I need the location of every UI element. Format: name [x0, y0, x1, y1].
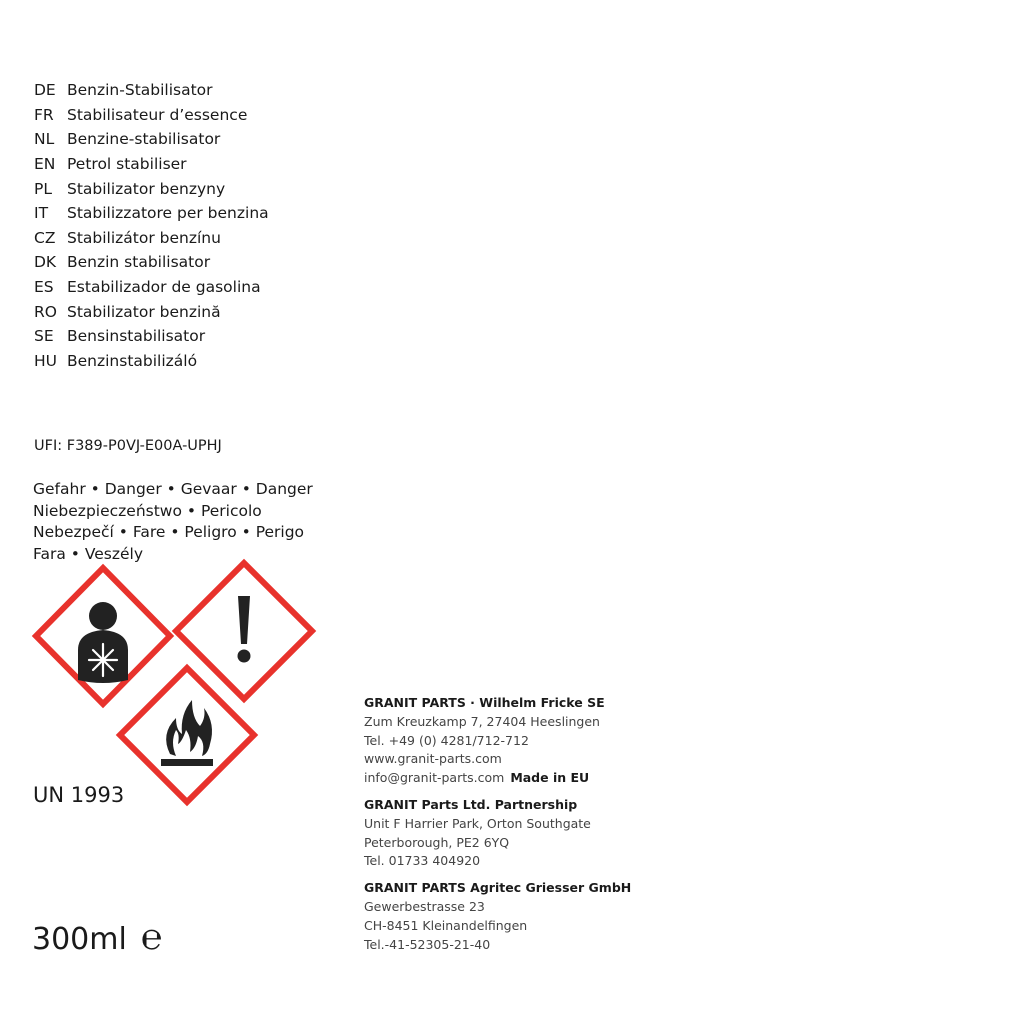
- product-name: Stabilizator benzyny: [67, 179, 226, 198]
- product-name: Benzin stabilisator: [67, 253, 211, 272]
- product-name: Stabilisateur d’essence: [67, 105, 248, 124]
- signal-word-line: Nebezpečí • Fare • Peligro • Perigo: [33, 523, 305, 541]
- language-code: ES: [34, 278, 54, 297]
- language-code: PL: [34, 179, 52, 198]
- company-name: GRANIT PARTS · Wilhelm Fricke SE: [364, 695, 605, 710]
- volume: 300ml: [32, 922, 127, 957]
- address-line: Tel.-41-52305-21-40: [364, 936, 491, 952]
- un-number: UN 1993: [33, 783, 125, 807]
- address-line: www.granit-parts.com: [364, 751, 502, 767]
- product-name-row: [34, 127, 269, 152]
- address-line: Peterborough, PE2 6YQ: [364, 834, 510, 850]
- product-name-row: [34, 152, 269, 177]
- language-code: IT: [34, 204, 49, 223]
- product-name: Stabilizator benzină: [67, 302, 221, 321]
- language-code: SE: [34, 327, 54, 346]
- product-name: Bensinstabilisator: [67, 327, 206, 346]
- address-block: [364, 694, 631, 788]
- language-code: FR: [34, 105, 54, 124]
- health-hazard-icon: [36, 568, 170, 704]
- ufi-code: UFI: F389-P0VJ-E00A-UPHJ: [34, 438, 222, 454]
- estimated-sign-icon: ℮: [140, 917, 163, 958]
- product-name-row: [34, 250, 269, 275]
- product-name: Stabilizátor benzínu: [67, 228, 221, 247]
- product-name: Benzine-stabilisator: [67, 130, 221, 149]
- address-block: [364, 879, 631, 954]
- product-name: Estabilizador de gasolina: [67, 278, 261, 297]
- language-code: HU: [34, 351, 58, 370]
- product-name: Petrol stabiliser: [67, 155, 187, 174]
- product-name: Benzinstabilizáló: [67, 351, 198, 370]
- product-name-row: [34, 103, 269, 128]
- address-line: CH-8451 Kleinandelfingen: [364, 917, 528, 933]
- language-code: CZ: [34, 228, 56, 247]
- language-code: DK: [34, 253, 57, 272]
- signal-word-line: Gefahr • Danger • Gevaar • Danger: [33, 480, 313, 498]
- product-name-list: [34, 78, 269, 373]
- volume-line: [32, 917, 163, 958]
- company-name: GRANIT PARTS Agritec Griesser GmbH: [364, 880, 632, 896]
- address-line: info@granit-parts.com: [364, 770, 505, 786]
- signal-word-line: Fara • Veszély: [33, 544, 144, 563]
- product-name-row: [34, 201, 269, 226]
- address-list: [364, 694, 631, 962]
- product-name: Benzin-Stabilisator: [67, 81, 213, 100]
- made-in-label: Made in EU: [510, 770, 590, 786]
- signal-words: [33, 479, 313, 565]
- product-name-row: [34, 299, 269, 324]
- language-code: EN: [34, 155, 56, 174]
- address-line: Tel. +49 (0) 4281/712-712: [364, 732, 529, 748]
- product-name-row: [34, 349, 269, 374]
- ghs-pictograms: [30, 558, 330, 813]
- language-code: RO: [34, 302, 57, 321]
- address-line: Gewerbestrasse 23: [364, 898, 485, 914]
- address-line: Unit F Harrier Park, Orton Southgate: [364, 815, 591, 831]
- address-line: Zum Kreuzkamp 7, 27404 Heeslingen: [364, 713, 600, 729]
- product-name-row: [34, 226, 269, 251]
- product-name: Stabilizzatore per benzina: [67, 204, 269, 223]
- address-line: Tel. 01733 404920: [364, 853, 481, 869]
- product-name-row: [34, 275, 269, 300]
- signal-word-line: Niebezpieczeństwo • Pericolo: [33, 501, 262, 520]
- language-code: NL: [34, 130, 55, 149]
- product-name-row: [34, 176, 269, 201]
- product-name-row: [34, 324, 269, 349]
- language-code: DE: [34, 81, 56, 100]
- company-name: GRANIT Parts Ltd. Partnership: [364, 796, 578, 812]
- address-block: [364, 796, 631, 871]
- product-name-row: [34, 78, 269, 103]
